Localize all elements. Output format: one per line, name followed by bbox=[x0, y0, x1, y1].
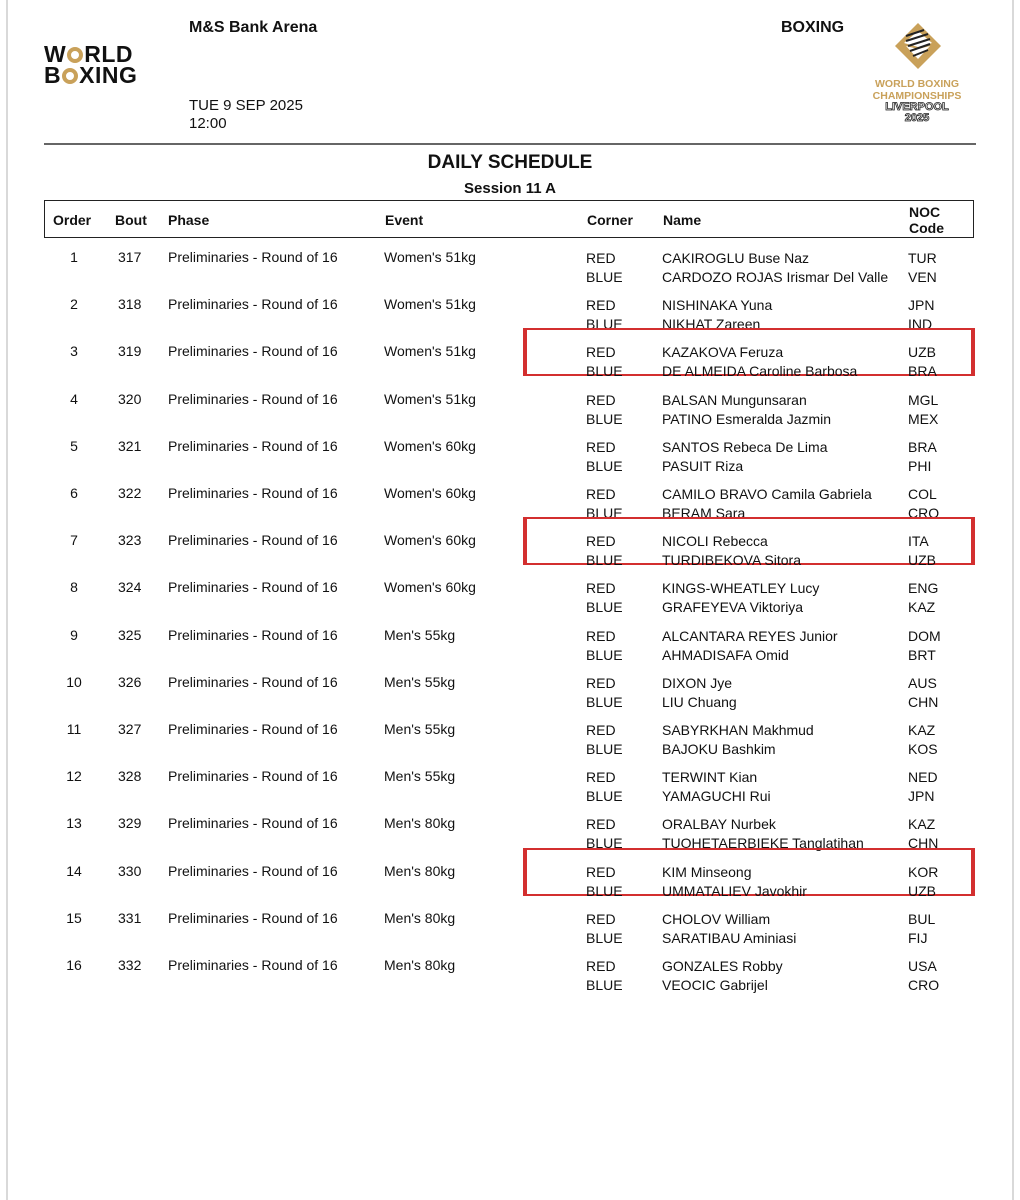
noc-codes bbox=[908, 343, 937, 381]
bout-number: 320 bbox=[118, 391, 142, 407]
bout-phase: Preliminaries - Round of 16 bbox=[168, 249, 338, 265]
noc-codes bbox=[908, 391, 938, 429]
blue-corner-label: BLUE bbox=[586, 883, 623, 899]
bout-number: 331 bbox=[118, 910, 142, 926]
boxer-names bbox=[662, 438, 827, 476]
bout-event: Men's 55kg bbox=[384, 721, 456, 737]
bout-event: Women's 51kg bbox=[384, 391, 476, 407]
noc-codes bbox=[908, 957, 939, 995]
table-row bbox=[44, 863, 974, 903]
blue-corner-label: BLUE bbox=[586, 505, 623, 521]
table-row bbox=[44, 343, 974, 383]
red-corner-label: RED bbox=[586, 533, 616, 549]
corner-cell bbox=[586, 957, 623, 995]
blue-noc-code: BRT bbox=[908, 647, 936, 663]
blue-corner-label: BLUE bbox=[586, 930, 623, 946]
table-row bbox=[44, 721, 974, 761]
bout-event: Women's 60kg bbox=[384, 485, 476, 501]
boxer-names bbox=[662, 910, 796, 948]
boxer-names bbox=[662, 579, 819, 617]
championship-line1: WORLD BOXING bbox=[875, 78, 959, 90]
bout-phase: Preliminaries - Round of 16 bbox=[168, 627, 338, 643]
bout-number: 317 bbox=[118, 249, 142, 265]
corner-cell bbox=[586, 768, 623, 806]
bout-phase: Preliminaries - Round of 16 bbox=[168, 485, 338, 501]
bout-number: 328 bbox=[118, 768, 142, 784]
bout-event: Men's 55kg bbox=[384, 768, 456, 784]
red-noc-code: BUL bbox=[908, 911, 936, 927]
corner-cell bbox=[586, 910, 623, 948]
session-time: 12:00 bbox=[189, 115, 227, 132]
venue-name: M&S Bank Arena bbox=[189, 19, 318, 36]
noc-codes bbox=[908, 674, 938, 712]
red-noc-code: ITA bbox=[908, 533, 929, 549]
blue-noc-code: UZB bbox=[908, 883, 936, 899]
red-boxer-name: BALSAN Mungunsaran bbox=[662, 392, 807, 408]
red-corner-label: RED bbox=[586, 297, 616, 313]
boxer-names bbox=[662, 674, 737, 712]
red-boxer-name: KIM Minseong bbox=[662, 864, 752, 880]
noc-codes bbox=[908, 910, 935, 948]
championship-emblem-icon bbox=[894, 22, 942, 70]
blue-corner-label: BLUE bbox=[586, 363, 623, 379]
bout-order: 1 bbox=[70, 249, 78, 265]
blue-noc-code: IND bbox=[908, 316, 933, 332]
red-noc-code: MGL bbox=[908, 392, 939, 408]
boxer-names bbox=[662, 627, 838, 665]
blue-noc-code: CHN bbox=[908, 694, 939, 710]
red-noc-code: UZB bbox=[908, 344, 936, 360]
column-header-corner: Corner bbox=[587, 212, 633, 228]
red-boxer-name: SABYRKHAN Makhmud bbox=[662, 722, 814, 738]
corner-cell bbox=[586, 579, 623, 617]
bout-event: Women's 51kg bbox=[384, 249, 476, 265]
column-header-noc-line2: Code bbox=[909, 220, 944, 236]
blue-corner-label: BLUE bbox=[586, 269, 623, 285]
blue-corner-label: BLUE bbox=[586, 458, 623, 474]
blue-boxer-name: PASUIT Riza bbox=[662, 458, 744, 474]
bout-number: 325 bbox=[118, 627, 142, 643]
red-boxer-name: ORALBAY Nurbek bbox=[662, 816, 776, 832]
blue-boxer-name: VEOCIC Gabrijel bbox=[662, 977, 768, 993]
blue-corner-label: BLUE bbox=[586, 316, 623, 332]
red-corner-label: RED bbox=[586, 958, 616, 974]
noc-codes bbox=[908, 438, 937, 476]
red-corner-label: RED bbox=[586, 864, 616, 880]
bout-phase: Preliminaries - Round of 16 bbox=[168, 910, 338, 926]
blue-boxer-name: LIU Chuang bbox=[662, 694, 737, 710]
column-header-name: Name bbox=[663, 212, 702, 228]
corner-cell bbox=[586, 249, 623, 287]
noc-codes bbox=[908, 532, 936, 570]
bout-event: Men's 80kg bbox=[384, 910, 456, 926]
blue-noc-code: MEX bbox=[908, 411, 939, 427]
bout-phase: Preliminaries - Round of 16 bbox=[168, 957, 338, 973]
bout-order: 14 bbox=[66, 863, 82, 879]
header-divider bbox=[44, 143, 976, 145]
bout-order: 15 bbox=[66, 910, 82, 926]
bout-event: Men's 55kg bbox=[384, 674, 456, 690]
bout-number: 330 bbox=[118, 863, 142, 879]
red-corner-label: RED bbox=[586, 344, 616, 360]
page-title: DAILY SCHEDULE bbox=[427, 152, 593, 173]
blue-boxer-name: BAJOKU Bashkim bbox=[662, 741, 776, 757]
corner-cell bbox=[586, 532, 623, 570]
session-date: TUE 9 SEP 2025 bbox=[189, 97, 303, 114]
bout-order: 12 bbox=[66, 768, 82, 784]
bout-event: Men's 80kg bbox=[384, 815, 456, 831]
red-boxer-name: CAKIROGLU Buse Naz bbox=[662, 250, 810, 266]
blue-noc-code: KOS bbox=[908, 741, 938, 757]
bout-event: Men's 80kg bbox=[384, 863, 456, 879]
blue-boxer-name: AHMADISAFA Omid bbox=[662, 647, 789, 663]
blue-noc-code: CRO bbox=[908, 977, 940, 993]
noc-codes bbox=[908, 627, 941, 665]
red-corner-label: RED bbox=[586, 722, 616, 738]
blue-noc-code: JPN bbox=[908, 788, 935, 804]
red-noc-code: KOR bbox=[908, 864, 939, 880]
championship-city: LIVERPOOL bbox=[885, 101, 949, 113]
bout-order: 13 bbox=[66, 815, 82, 831]
red-boxer-name: KINGS-WHEATLEY Lucy bbox=[662, 580, 820, 596]
bout-phase: Preliminaries - Round of 16 bbox=[168, 296, 338, 312]
blue-corner-label: BLUE bbox=[586, 788, 623, 804]
table-row bbox=[44, 532, 974, 572]
table-row bbox=[44, 627, 974, 667]
red-noc-code: TUR bbox=[908, 250, 937, 266]
red-boxer-name: GONZALES Robby bbox=[662, 958, 783, 974]
red-corner-label: RED bbox=[586, 486, 616, 502]
bout-number: 332 bbox=[118, 957, 142, 973]
red-boxer-name: ALCANTARA REYES Junior bbox=[662, 628, 838, 644]
bout-phase: Preliminaries - Round of 16 bbox=[168, 674, 338, 690]
championship-logo bbox=[862, 20, 972, 130]
bout-number: 324 bbox=[118, 579, 142, 595]
blue-boxer-name: TURDIBEKOVA Sitora bbox=[662, 552, 802, 568]
red-corner-label: RED bbox=[586, 769, 616, 785]
blue-corner-label: BLUE bbox=[586, 411, 623, 427]
noc-codes bbox=[908, 863, 938, 901]
column-header-order: Order bbox=[53, 212, 92, 228]
red-noc-code: ENG bbox=[908, 580, 939, 596]
red-boxer-name: NISHINAKA Yuna bbox=[662, 297, 773, 313]
session-datetime bbox=[189, 97, 303, 133]
bout-order: 9 bbox=[70, 627, 78, 643]
red-corner-label: RED bbox=[586, 911, 616, 927]
red-noc-code: DOM bbox=[908, 628, 941, 644]
blue-boxer-name: UMMATALIEV Javokhir bbox=[662, 883, 807, 899]
bout-phase: Preliminaries - Round of 16 bbox=[168, 768, 338, 784]
boxer-names bbox=[662, 721, 814, 759]
red-corner-label: RED bbox=[586, 250, 616, 266]
noc-codes bbox=[908, 768, 938, 806]
bout-order: 5 bbox=[70, 438, 78, 454]
blue-boxer-name: PATINO Esmeralda Jazmin bbox=[662, 411, 832, 427]
bout-order: 8 bbox=[70, 579, 78, 595]
noc-codes bbox=[908, 249, 937, 287]
table-row bbox=[44, 579, 974, 619]
bout-number: 329 bbox=[118, 815, 142, 831]
noc-codes bbox=[908, 721, 938, 759]
table-row bbox=[44, 391, 974, 431]
blue-boxer-name: TUOHETAERBIEKE Tanglatihan bbox=[662, 835, 864, 851]
bout-event: Women's 60kg bbox=[384, 438, 476, 454]
red-noc-code: NED bbox=[908, 769, 938, 785]
blue-boxer-name: BERAM Sara bbox=[662, 505, 746, 521]
sport-name: BOXING bbox=[781, 19, 845, 36]
championship-year: 2025 bbox=[904, 112, 930, 124]
bout-order: 10 bbox=[66, 674, 82, 690]
blue-corner-label: BLUE bbox=[586, 741, 623, 757]
bout-event: Women's 60kg bbox=[384, 532, 476, 548]
red-boxer-name: CHOLOV William bbox=[662, 911, 771, 927]
red-noc-code: JPN bbox=[908, 297, 935, 313]
table-row bbox=[44, 910, 974, 950]
red-corner-label: RED bbox=[586, 628, 616, 644]
bout-event: Men's 80kg bbox=[384, 957, 456, 973]
red-corner-label: RED bbox=[586, 816, 616, 832]
bout-phase: Preliminaries - Round of 16 bbox=[168, 532, 338, 548]
bout-order: 6 bbox=[70, 485, 78, 501]
red-noc-code: USA bbox=[908, 958, 937, 974]
bout-event: Men's 55kg bbox=[384, 627, 456, 643]
blue-boxer-name: YAMAGUCHI Rui bbox=[662, 788, 771, 804]
blue-corner-label: BLUE bbox=[586, 599, 623, 615]
column-header-noc bbox=[909, 204, 944, 236]
world-boxing-logo: W RLD B XING bbox=[44, 41, 138, 88]
blue-noc-code: PHI bbox=[908, 458, 932, 474]
boxer-names bbox=[662, 343, 857, 381]
blue-corner-label: BLUE bbox=[586, 835, 623, 851]
red-noc-code: KAZ bbox=[908, 722, 936, 738]
red-noc-code: BRA bbox=[908, 439, 937, 455]
red-noc-code: AUS bbox=[908, 675, 937, 691]
corner-cell bbox=[586, 863, 623, 901]
blue-corner-label: BLUE bbox=[586, 552, 623, 568]
bout-event: Women's 60kg bbox=[384, 579, 476, 595]
blue-noc-code: UZB bbox=[908, 552, 936, 568]
boxer-names bbox=[662, 391, 831, 429]
blue-noc-code: FIJ bbox=[908, 930, 928, 946]
bout-phase: Preliminaries - Round of 16 bbox=[168, 391, 338, 407]
red-corner-label: RED bbox=[586, 675, 616, 691]
red-noc-code: COL bbox=[908, 486, 937, 502]
red-corner-label: RED bbox=[586, 392, 616, 408]
blue-boxer-name: GRAFEYEVA Viktoriya bbox=[662, 599, 804, 615]
bout-phase: Preliminaries - Round of 16 bbox=[168, 815, 338, 831]
blue-boxer-name: CARDOZO ROJAS Irismar Del Valle bbox=[662, 269, 889, 285]
corner-cell bbox=[586, 391, 623, 429]
bout-number: 322 bbox=[118, 485, 142, 501]
bout-order: 7 bbox=[70, 532, 78, 548]
bout-order: 11 bbox=[66, 721, 82, 737]
corner-cell bbox=[586, 438, 623, 476]
bout-number: 327 bbox=[118, 721, 142, 737]
boxer-names bbox=[662, 863, 807, 901]
table-row bbox=[44, 438, 974, 478]
championship-name bbox=[862, 78, 972, 102]
corner-cell bbox=[586, 721, 623, 759]
column-header-phase: Phase bbox=[168, 212, 210, 228]
bout-order: 2 bbox=[70, 296, 78, 312]
table-row bbox=[44, 249, 974, 289]
blue-noc-code: BRA bbox=[908, 363, 937, 379]
red-boxer-name: DIXON Jye bbox=[662, 675, 733, 691]
bout-order: 4 bbox=[70, 391, 78, 407]
blue-boxer-name: NIKHAT Zareen bbox=[662, 316, 761, 332]
blue-noc-code: CHN bbox=[908, 835, 939, 851]
championship-city-year bbox=[862, 102, 972, 124]
boxer-names bbox=[662, 249, 888, 287]
table-row bbox=[44, 674, 974, 714]
blue-corner-label: BLUE bbox=[586, 977, 623, 993]
red-boxer-name: TERWINT Kian bbox=[662, 769, 758, 785]
corner-cell bbox=[586, 343, 623, 381]
bout-event: Women's 51kg bbox=[384, 296, 476, 312]
bout-order: 3 bbox=[70, 343, 78, 359]
bout-phase: Preliminaries - Round of 16 bbox=[168, 579, 338, 595]
blue-noc-code: CRO bbox=[908, 505, 940, 521]
blue-boxer-name: SARATIBAU Aminiasi bbox=[662, 930, 797, 946]
bout-number: 321 bbox=[118, 438, 142, 454]
bout-phase: Preliminaries - Round of 16 bbox=[168, 343, 338, 359]
column-header-event: Event bbox=[385, 212, 424, 228]
blue-noc-code: KAZ bbox=[908, 599, 936, 615]
noc-codes bbox=[908, 579, 938, 617]
blue-boxer-name: DE ALMEIDA Caroline Barbosa bbox=[662, 363, 858, 379]
column-header-bout: Bout bbox=[115, 212, 147, 228]
boxer-names bbox=[662, 532, 801, 570]
corner-cell bbox=[586, 674, 623, 712]
blue-noc-code: VEN bbox=[908, 269, 937, 285]
bout-event: Women's 51kg bbox=[384, 343, 476, 359]
boxer-names bbox=[662, 957, 783, 995]
championship-line2: CHAMPIONSHIPS bbox=[872, 90, 962, 102]
table-row bbox=[44, 957, 974, 997]
corner-cell bbox=[586, 627, 623, 665]
red-boxer-name: CAMILO BRAVO Camila Gabriela bbox=[662, 486, 872, 502]
table-row bbox=[44, 768, 974, 808]
blue-corner-label: BLUE bbox=[586, 694, 623, 710]
session-label: Session 11 A bbox=[464, 180, 556, 197]
bout-number: 319 bbox=[118, 343, 142, 359]
bout-phase: Preliminaries - Round of 16 bbox=[168, 438, 338, 454]
bout-order: 16 bbox=[66, 957, 82, 973]
column-header-noc-line1: NOC bbox=[909, 204, 941, 220]
red-boxer-name: NICOLI Rebecca bbox=[662, 533, 768, 549]
boxer-names bbox=[662, 768, 771, 806]
table-header bbox=[44, 200, 974, 238]
blue-corner-label: BLUE bbox=[586, 647, 623, 663]
bout-phase: Preliminaries - Round of 16 bbox=[168, 721, 338, 737]
red-boxer-name: KAZAKOVA Feruza bbox=[662, 344, 784, 360]
bout-phase: Preliminaries - Round of 16 bbox=[168, 863, 338, 879]
bout-number: 318 bbox=[118, 296, 142, 312]
red-boxer-name: SANTOS Rebeca De Lima bbox=[662, 439, 828, 455]
red-corner-label: RED bbox=[586, 580, 616, 596]
bout-number: 323 bbox=[118, 532, 142, 548]
red-noc-code: KAZ bbox=[908, 816, 936, 832]
bout-number: 326 bbox=[118, 674, 142, 690]
red-corner-label: RED bbox=[586, 439, 616, 455]
